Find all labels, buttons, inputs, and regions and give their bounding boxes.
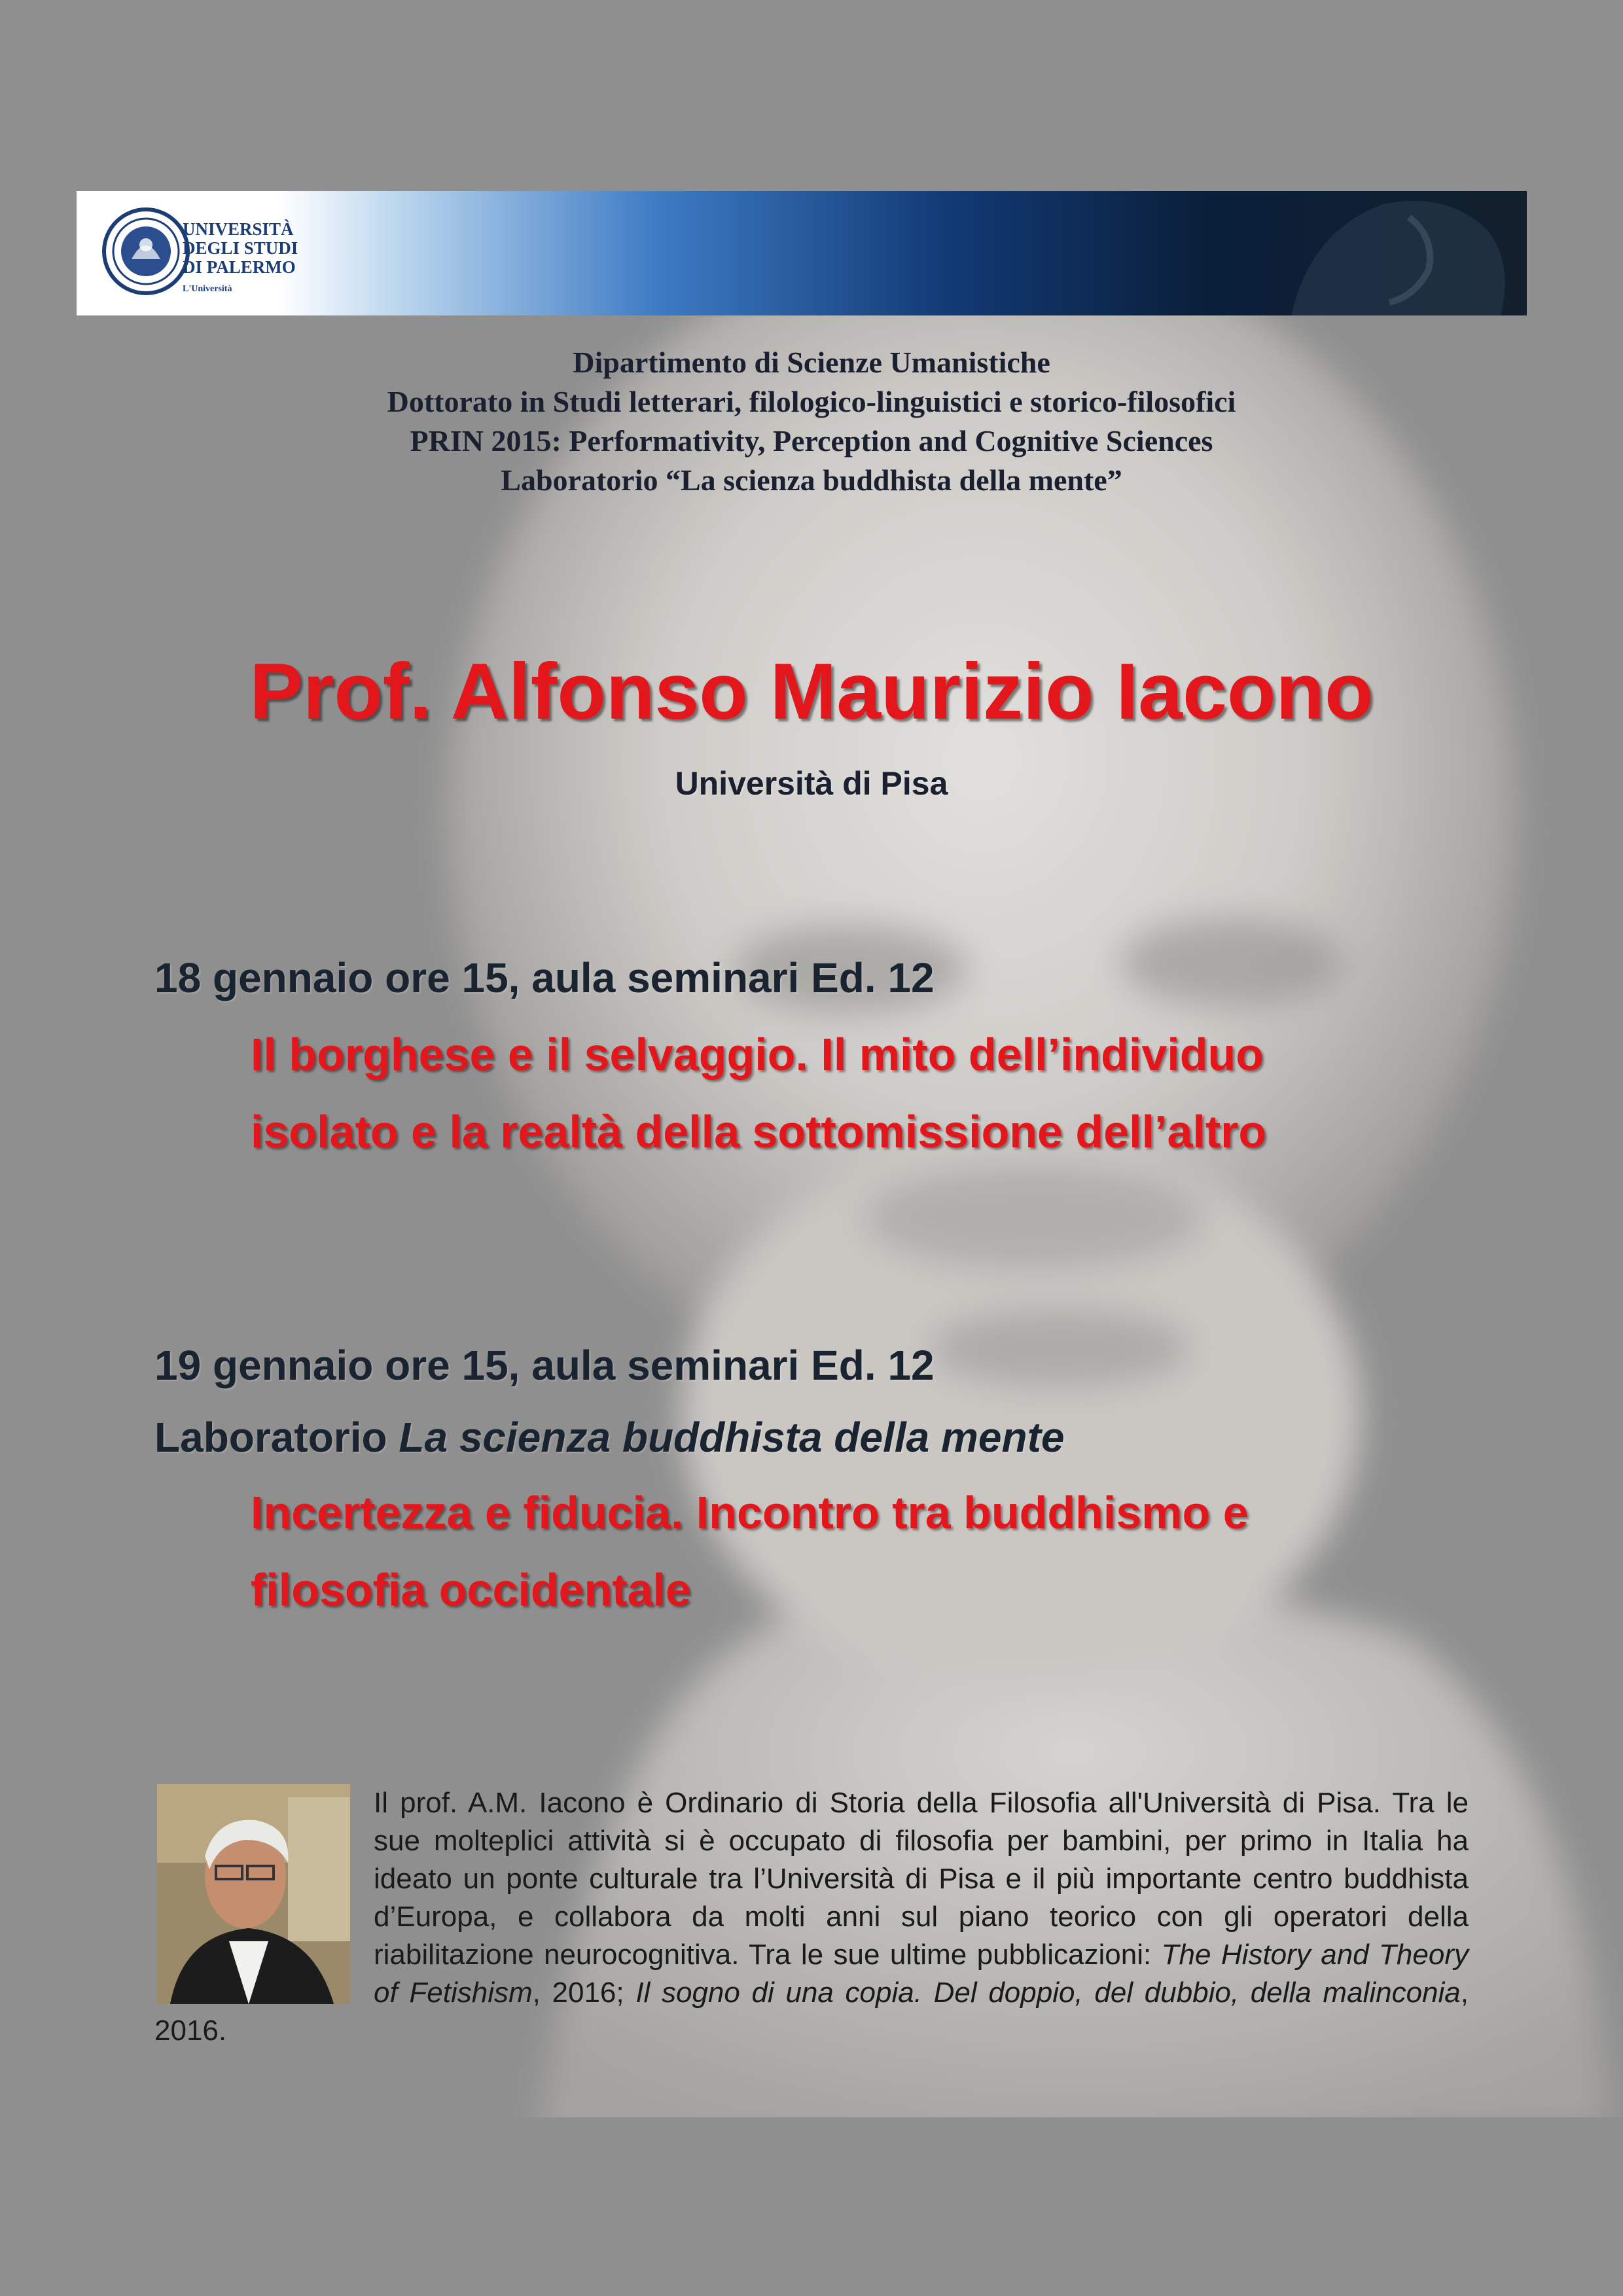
speaker-bio (154, 1784, 1469, 2050)
speaker-affiliation: Università di Pisa (675, 765, 948, 802)
doctorate-line: Dottorato in Studi letterari, filologico-linguistici e storico-filosofici (387, 385, 1236, 418)
event-1-title-line-1: Il borghese e il selvaggio. Il mito dell’individuo (251, 1029, 1264, 1080)
bio-text-2: , 2016; (532, 1977, 636, 2009)
event-2-laboratory (154, 1411, 1065, 1463)
bio-text-1: Il prof. A.M. Iacono è Ordinario di Storia della Filosofia all'Università di Pisa. Tra le sue molteplici attività si è occupato di filosofia per bambini, per primo in Italia ha ideato un ponte culturale tra l’Università di Pisa e il più importante centro buddhista d’Europa, e collabora da molti anni sul piano teorico con gli operatori della riabilitazione neurocognitiva. Tra le sue ultime pubblicazioni: (374, 1787, 1469, 1971)
event-2-date: 19 gennaio ore 15, aula seminari Ed. 12 (154, 1342, 935, 1389)
event-2-title-line-2: filosofia occidentale (251, 1564, 691, 1615)
banner-face-image (1213, 191, 1527, 315)
university-tagline: L'Università (183, 284, 232, 294)
university-name: UNIVERSITÀ DEGLI STUDI DI PALERMO (183, 219, 298, 277)
header-banner (77, 191, 1527, 315)
prin-line: PRIN 2015: Performativity, Perception and Cognitive Sciences (410, 424, 1213, 457)
event-1-date: 18 gennaio ore 15, aula seminari Ed. 12 (154, 954, 935, 1001)
event-1-title-line-2: isolato e la realtà della sottomissione dell’altro (251, 1106, 1267, 1157)
event-2-lab-name: La scienza buddhista della mente (399, 1414, 1065, 1461)
bio-book-1: The History and Theory of Fetishism (374, 1939, 1469, 2009)
event-2-title-line-1: Incertezza e fiducia. Incontro tra buddhismo e (251, 1487, 1249, 1538)
speaker-name: Prof. Alfonso Maurizio Iacono (249, 647, 1374, 736)
bio-text-3: , 2016. (154, 1977, 1469, 2047)
laboratory-line: Laboratorio “La scienza buddhista della mente” (501, 463, 1122, 497)
university-seal-icon (100, 206, 192, 297)
bio-book-2: Il sogno di una copia. Del doppio, del dubbio, della malinconia (635, 1977, 1461, 2009)
event-2-lab-prefix: Laboratorio (154, 1414, 399, 1461)
department-line-1: Dipartimento di Scienze Umanistiche (573, 346, 1050, 379)
